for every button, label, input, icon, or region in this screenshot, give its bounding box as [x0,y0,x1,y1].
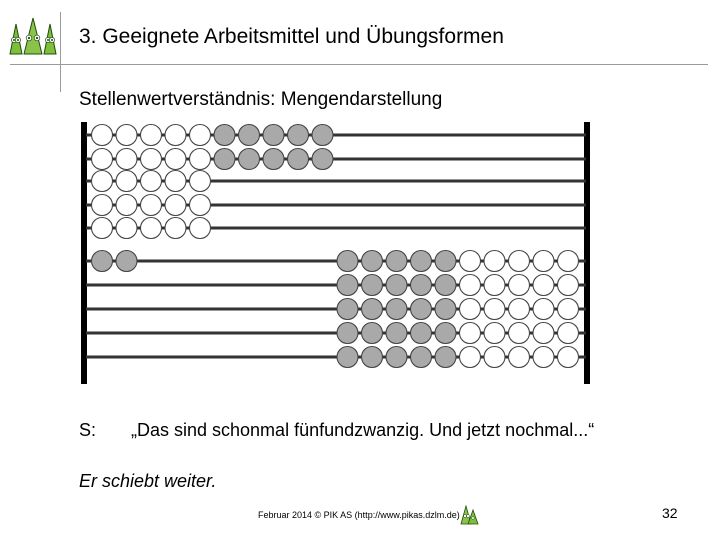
gray-bead [214,149,235,170]
white-bead [484,323,505,344]
white-bead [509,299,530,320]
white-bead [141,149,162,170]
white-bead [509,275,530,296]
gray-bead [362,275,383,296]
gray-bead [312,125,333,146]
gray-bead [337,323,358,344]
gray-bead [362,299,383,320]
gray-bead [386,251,407,272]
white-bead [141,218,162,239]
white-bead [190,149,211,170]
gray-bead [411,347,432,368]
white-bead [116,125,137,146]
white-bead [165,218,186,239]
gray-bead [337,275,358,296]
gray-bead [92,251,113,272]
gray-bead [435,299,456,320]
action-note: Er schiebt weiter. [79,471,217,491]
white-bead [92,125,113,146]
white-bead [533,251,554,272]
white-bead [533,275,554,296]
gray-bead [263,125,284,146]
white-bead [509,251,530,272]
gray-bead [435,251,456,272]
gray-bead [386,275,407,296]
white-bead [509,347,530,368]
white-bead [190,171,211,192]
gray-bead [386,347,407,368]
white-bead [558,251,579,272]
white-bead [92,218,113,239]
gray-bead [362,323,383,344]
white-bead [558,275,579,296]
pikas-mascot-icon [457,502,481,526]
gray-bead [435,323,456,344]
gray-bead [411,275,432,296]
white-bead [460,251,481,272]
white-bead [92,195,113,216]
abacus [78,118,596,386]
gray-bead [116,251,137,272]
page-number: 32 [662,505,678,521]
gray-bead [312,149,333,170]
header-horizontal-rule [10,64,708,65]
white-bead [190,195,211,216]
gray-bead [288,149,309,170]
white-bead [509,323,530,344]
white-bead [92,149,113,170]
white-bead [533,299,554,320]
white-bead [165,149,186,170]
white-bead [484,347,505,368]
white-bead [141,125,162,146]
white-bead [533,347,554,368]
gray-bead [337,251,358,272]
white-bead [558,347,579,368]
white-bead [460,323,481,344]
white-bead [190,125,211,146]
white-bead [116,149,137,170]
white-bead [460,347,481,368]
gray-bead [386,299,407,320]
gray-bead [411,299,432,320]
gray-bead [435,275,456,296]
gray-bead [435,347,456,368]
white-bead [165,125,186,146]
white-bead [190,218,211,239]
white-bead [484,251,505,272]
gray-bead [411,251,432,272]
white-bead [116,195,137,216]
gray-bead [362,251,383,272]
three-creatures-logo-icon [6,14,60,58]
white-bead [533,323,554,344]
gray-bead [411,323,432,344]
speaker-label: S: [79,420,97,440]
gray-bead [337,347,358,368]
gray-bead [386,323,407,344]
gray-bead [214,125,235,146]
student-quote: „Das sind schonmal fünfundzwanzig. Und jetzt nochmal...“ [131,420,595,440]
footer-credit: Februar 2014 © PIK AS (http://www.pikas.dzlm.de) [258,510,460,520]
header-vertical-rule [60,12,61,92]
gray-bead [362,347,383,368]
white-bead [558,323,579,344]
white-bead [460,275,481,296]
white-bead [92,171,113,192]
white-bead [484,275,505,296]
white-bead [141,171,162,192]
white-bead [116,171,137,192]
white-bead [116,218,137,239]
white-bead [460,299,481,320]
abacus-frame-left [81,122,87,384]
gray-bead [288,125,309,146]
gray-bead [337,299,358,320]
gray-bead [239,149,260,170]
white-bead [484,299,505,320]
white-bead [141,195,162,216]
gray-bead [263,149,284,170]
slide-title: 3. Geeignete Arbeitsmittel und Übungsformen [79,25,504,48]
white-bead [165,195,186,216]
white-bead [165,171,186,192]
white-bead [558,299,579,320]
slide-subtitle: Stellenwertverständnis: Mengendarstellung [79,89,443,110]
abacus-frame-right [584,122,590,384]
gray-bead [239,125,260,146]
